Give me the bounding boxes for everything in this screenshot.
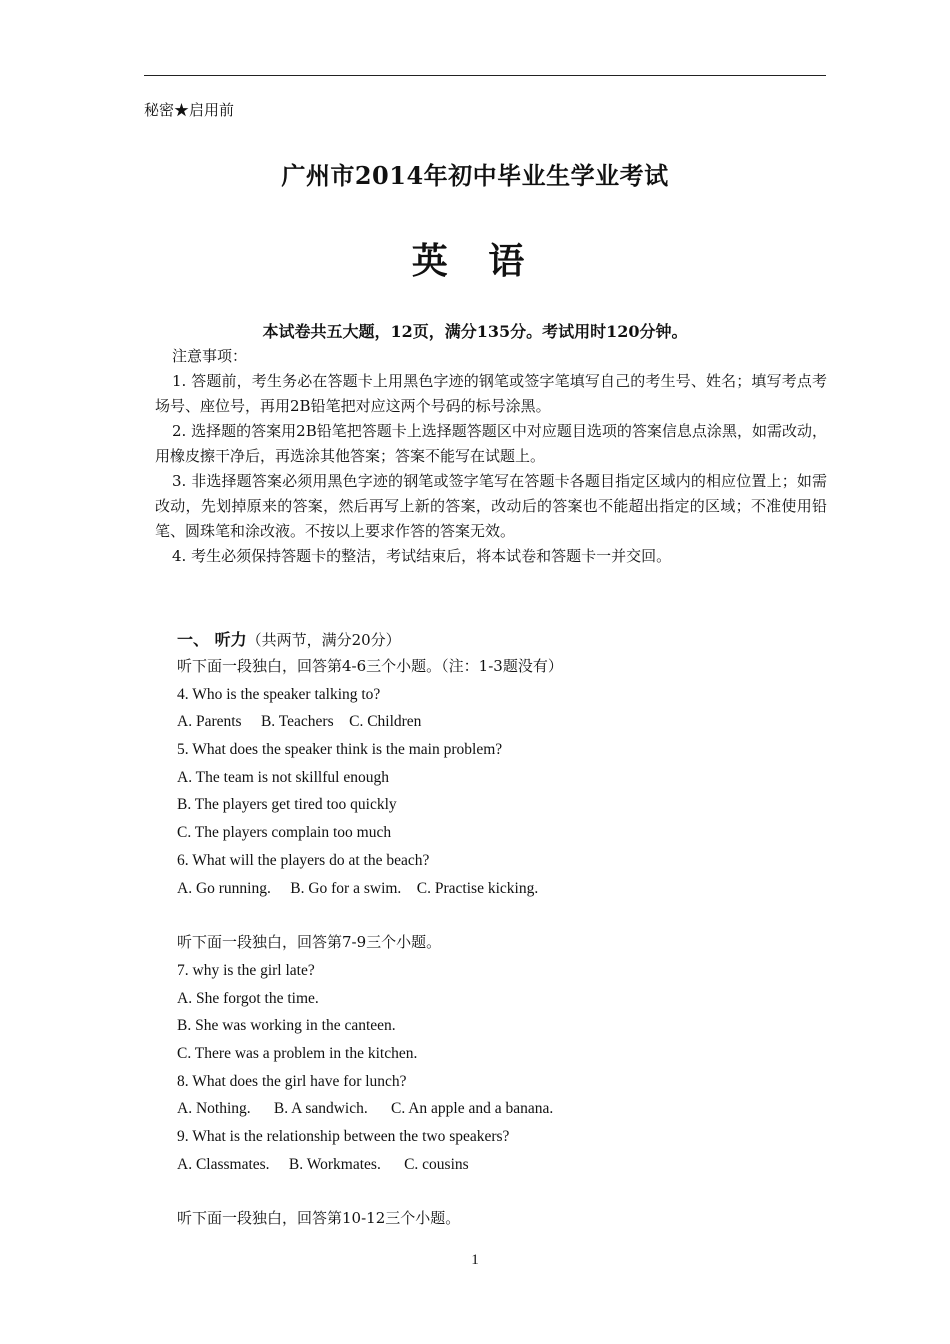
listening-section [177, 627, 817, 1233]
question-4: 4. Who is the speaker talking to? [177, 685, 381, 703]
question-7-option-b: B. She was working in the canteen. [177, 1017, 396, 1035]
exam-subject: 英 语 [411, 240, 539, 282]
question-8-options: A. Nothing. B. A sandwich. C. An apple and a banana. [177, 1100, 554, 1118]
notes-heading: 注意事项： [172, 347, 248, 365]
question-4-options: A. Parents B. Teachers C. Children [177, 713, 422, 731]
exam-summary: 本试卷共五大题，12页，满分135分。考试用时120分钟。 [262, 322, 688, 341]
question-9-options: A. Classmates. B. Workmates. C. cousins [177, 1155, 469, 1173]
note-item-2: 2. 选择题的答案用2B铅笔把答题卡上选择题答题区中对应题目选项的答案信息点涂黑，如需改动，用橡皮擦干净后，再选涂其他答案；答案不能写在试题上。 [155, 422, 827, 465]
section-title: 一、 听力 [177, 630, 247, 649]
question-6-options: A. Go running. B. Go for a swim. C. Practise kicking. [177, 879, 539, 897]
question-8: 8. What does the girl have for lunch? [177, 1072, 407, 1090]
page-number: 1 [471, 1252, 479, 1268]
question-5-option-a: A. The team is not skillful enough [177, 768, 389, 786]
section-title-row [177, 627, 817, 653]
note-item-1: 1. 答题前，考生务必在答题卡上用黑色字迹的钢笔或签字笔填写自己的考生号、姓名；填写考点考场号、座位号，再用2B铅笔把对应这两个号码的标号涂黑。 [155, 372, 827, 415]
spacer [177, 902, 817, 929]
question-7: 7. why is the girl late? [177, 961, 315, 979]
note-item-3: 3. 非选择题答案必须用黑色字迹的钢笔或签字笔写在答题卡各题目指定区域内的相应位置上；如需改动，先划掉原来的答案，然后再写上新的答案，改动后的答案也不能超出指定的区域；不准使用铅笔、圆珠笔和涂改液。不按以上要求作答的答案无效。 [155, 472, 827, 540]
exam-title: 广州市2014年初中毕业生学业考试 [281, 161, 669, 190]
section-note: （共两节，满分20分） [246, 631, 401, 649]
question-5-option-b: B. The players get tired too quickly [177, 796, 397, 814]
group1-intro: 听下面一段独白，回答第4-6三个小题。（注：1-3题没有） [177, 657, 563, 675]
notes-section [155, 344, 827, 569]
header-rule [144, 75, 826, 76]
question-7-option-c: C. There was a problem in the kitchen. [177, 1044, 418, 1062]
note-item-4: 4. 考生必须保持答题卡的整洁，考试结束后，将本试卷和答题卡一并交回。 [172, 547, 672, 565]
question-7-option-a: A. She forgot the time. [177, 989, 319, 1007]
question-9: 9. What is the relationship between the two speakers? [177, 1128, 510, 1145]
group2-intro: 听下面一段独白，回答第7-9三个小题。 [177, 933, 442, 952]
question-5: 5. What does the speaker think is the main problem? [177, 741, 503, 759]
question-6: 6. What will the players do at the beach? [177, 851, 430, 869]
secret-label: 秘密★启用前 [144, 101, 235, 119]
question-5-option-c: C. The players complain too much [177, 824, 392, 842]
group3-intro: 听下面一段独白，回答第10-12三个小题。 [177, 1209, 461, 1228]
spacer [177, 1178, 817, 1205]
